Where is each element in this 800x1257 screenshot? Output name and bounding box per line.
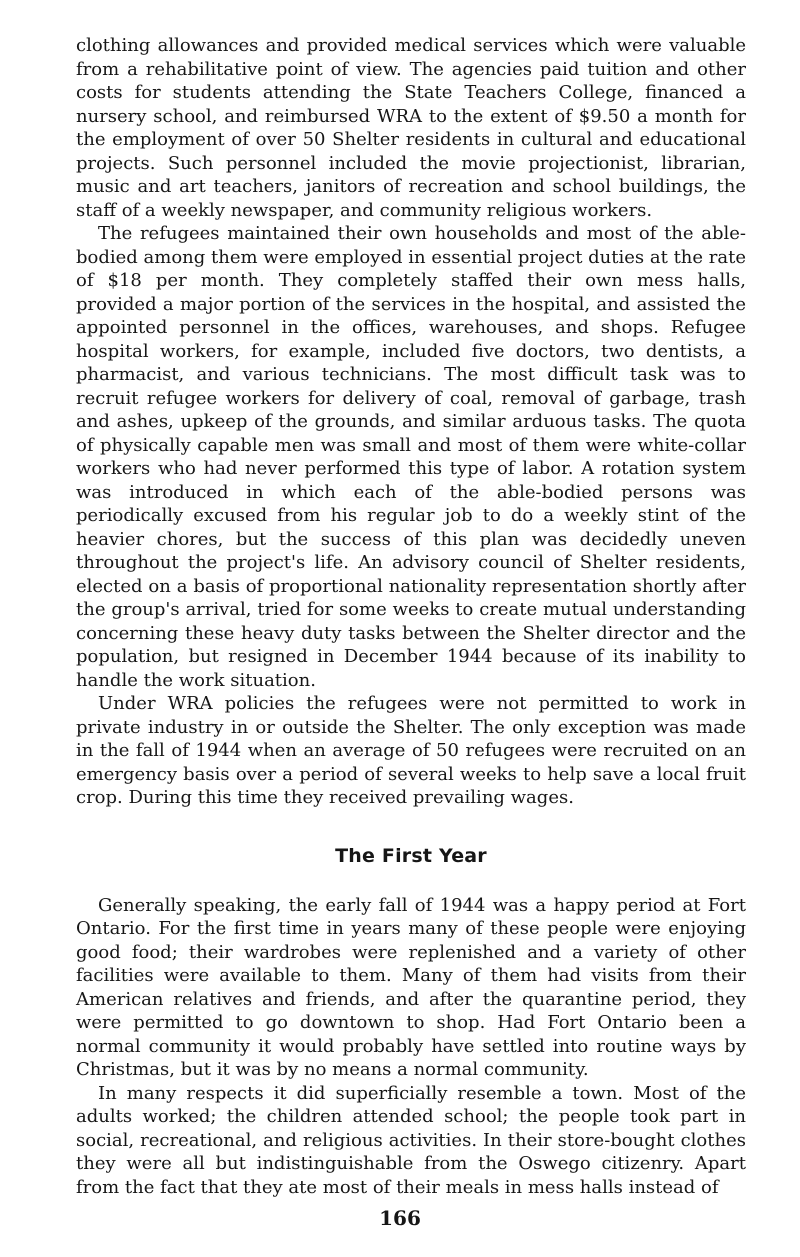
paragraph-early-fall: Generally speaking, the early fall of 1944 was a happy period at Fort Ontario. For the first time in years many of these people were enjoying good food; their wardrobes were replenished and a variety of other facilities were available to them. Many of them had visits from their American relatives and friends, and after the quarantine period, they were permitted to go downtown to shop. Had Fort Ontario been a normal community it would probably have settled into routine ways by Christmas, but it was by no means a normal community. <box>76 894 746 1080</box>
paragraph-refugee-households: The refugees maintained their own households and most of the able-bodied among them were employed in essential project duties at the rate of $18 per month. They completely staffed their own mess halls, provided a major portion of the services in the hospital, and assisted the appointed personnel in the offices, warehouses, and shops. Refugee hospital workers, for example, included five doctors, two dentists, a pharmacist, and various technicians. The most difficult task was to recruit refugee workers for delivery of coal, removal of garbage, trash and ashes, upkeep of the grounds, and similar arduous tasks. The quota of physically capable men was small and most of them were white-collar workers who had never performed this type of labor. A rotation system was introduced in which each of the able-bodied persons was periodically excused from his regular job to do a weekly stint of the heavier chores, but the success of this plan was decidedly uneven throughout the project's life. An advisory council of Shelter residents, elected on a basis of proportional nationality representation shortly after the group's arrival, tried for some weeks to create mutual understanding concerning these heavy duty tasks between the Shelter director and the population, but resigned in December 1944 because of its inability to handle the work situation. <box>76 223 746 691</box>
page-body <box>76 34 746 1199</box>
paragraph-town-resemblance: In many respects it did superficially resemble a town. Most of the adults worked; the children attended school; the people took part in social, recreational, and religious activities. In their store-bought clothes they were all but indistinguishable from the Oswego citizenry. Apart from the fact that they ate most of their meals in mess halls instead of <box>76 1082 746 1198</box>
section-heading: The First Year <box>335 844 487 867</box>
page-number: 166 <box>379 1206 421 1230</box>
paragraph-continuation: clothing allowances and provided medical services which were valuable from a rehabilitative point of view. The agencies paid tuition and other costs for students attending the State Teachers College, financed a nursery school, and reimbursed WRA to the extent of $9.50 a month for the employment of over 50 Shelter residents in cultural and educational projects. Such personnel included the movie projectionist, librarian, music and art teachers, janitors of recreation and school buildings, the staff of a weekly newspaper, and community religious workers. <box>76 35 746 221</box>
paragraph-wra-policies: Under WRA policies the refugees were not permitted to work in private industry in or outside the Shelter. The only exception was made in the fall of 1944 when an average of 50 refugees were recruited on an emergency basis over a period of several weeks to help save a local fruit crop. During this time they received prevailing wages. <box>76 693 746 808</box>
